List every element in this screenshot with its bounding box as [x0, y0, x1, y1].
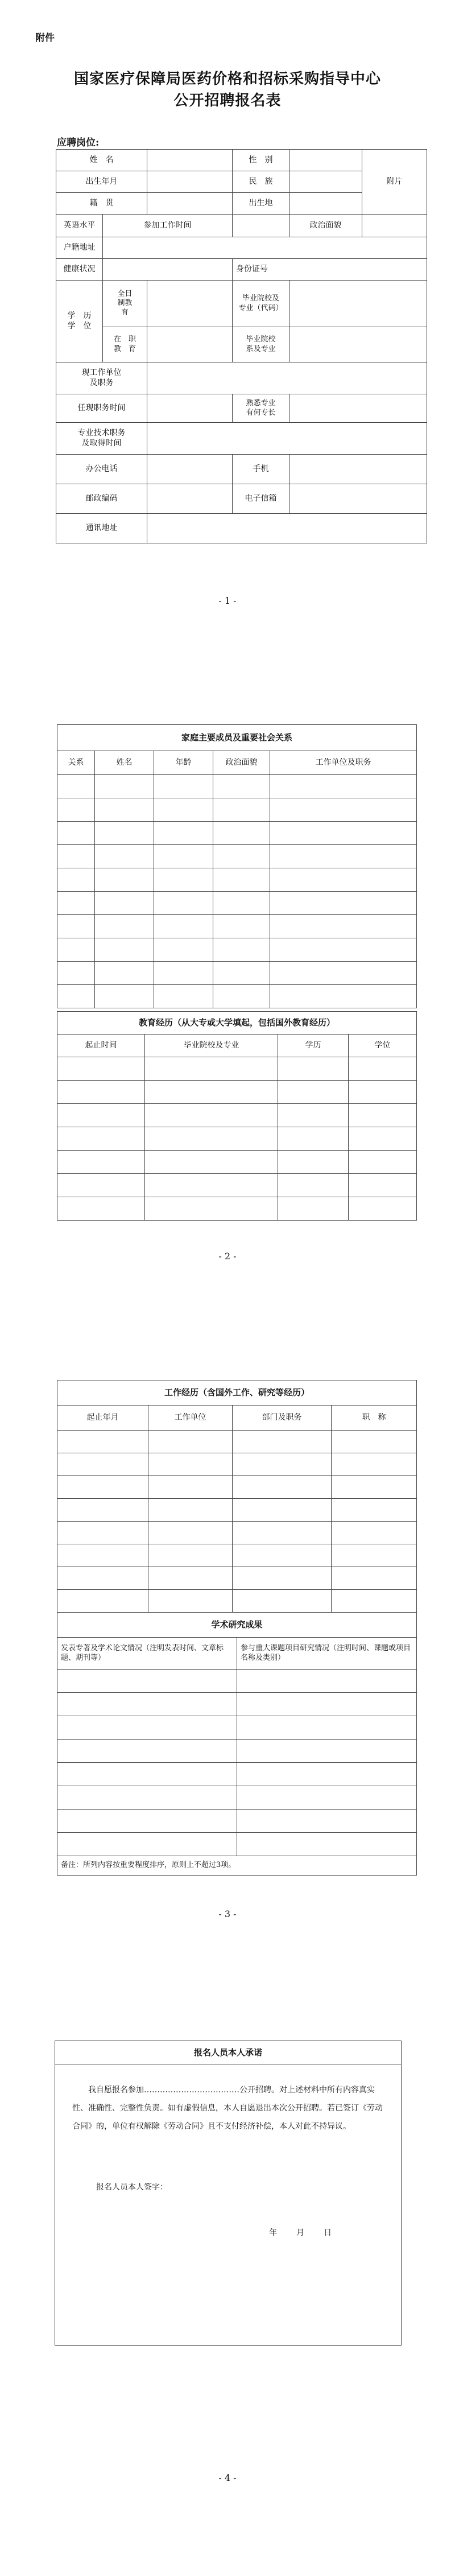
- table-cell[interactable]: [95, 962, 154, 985]
- table-cell[interactable]: [145, 1151, 278, 1174]
- table-cell[interactable]: [154, 868, 213, 892]
- table-row: [57, 1476, 417, 1499]
- table-cell[interactable]: [57, 1127, 145, 1151]
- table-cell[interactable]: [270, 962, 417, 985]
- research-table: [57, 1612, 417, 1876]
- health-label: 健康状况: [56, 259, 103, 281]
- name-field[interactable]: [147, 150, 233, 171]
- birth-label: 出生年月: [56, 171, 147, 193]
- table-cell[interactable]: [145, 1057, 278, 1081]
- id-number-label: 身份证号: [233, 259, 427, 281]
- table-cell[interactable]: [213, 845, 270, 868]
- table-row: [57, 1197, 417, 1221]
- page-subtitle: 公开招聘报名表: [173, 92, 282, 109]
- page-number-1: - 1 -: [218, 595, 237, 606]
- full-time-label: 全日 制教 育: [103, 281, 147, 327]
- research-rows: [57, 1670, 417, 1856]
- table-cell[interactable]: [95, 822, 154, 845]
- education-title: 教育经历（从大专或大学填起，包括国外教育经历）: [57, 1012, 417, 1034]
- english-level-label: 英语水平: [56, 215, 103, 237]
- table-cell[interactable]: [278, 1197, 349, 1221]
- current-unit-label: 现工作单位 及职务: [56, 362, 147, 394]
- political-status-label: 政治面貌: [289, 215, 362, 237]
- address-label: 通讯地址: [56, 514, 147, 543]
- table-cell[interactable]: [270, 798, 417, 822]
- table-cell[interactable]: [148, 1544, 233, 1567]
- table-cell[interactable]: [148, 1590, 233, 1613]
- table-cell[interactable]: [154, 962, 213, 985]
- table-cell[interactable]: [213, 915, 270, 938]
- table-cell[interactable]: [57, 962, 95, 985]
- family-header-age: 年龄: [154, 751, 213, 775]
- table-cell[interactable]: [270, 822, 417, 845]
- table-cell[interactable]: [349, 1174, 417, 1197]
- table-cell[interactable]: [148, 1522, 233, 1544]
- table-cell[interactable]: [57, 1081, 145, 1104]
- table-cell[interactable]: [148, 1453, 233, 1476]
- family-rows: [57, 775, 417, 1008]
- table-row: [57, 775, 417, 798]
- table-cell[interactable]: [332, 1453, 417, 1476]
- birth-place-label: 出生地: [233, 193, 289, 215]
- table-cell[interactable]: [154, 938, 213, 962]
- work-table: [57, 1380, 417, 1613]
- gender-label: 性 别: [233, 150, 289, 171]
- table-cell[interactable]: [57, 892, 95, 915]
- table-row: [57, 1544, 417, 1567]
- work-start-label: 参加工作时间: [103, 215, 233, 237]
- application-form-table: [56, 149, 427, 543]
- table-cell[interactable]: [332, 1499, 417, 1522]
- table-cell[interactable]: [233, 1453, 332, 1476]
- table-row: [57, 1453, 417, 1476]
- table-cell[interactable]: [349, 1127, 417, 1151]
- table-row: [57, 1740, 417, 1763]
- table-cell[interactable]: [233, 1499, 332, 1522]
- table-cell[interactable]: [57, 798, 95, 822]
- table-cell[interactable]: [57, 1151, 145, 1174]
- table-cell[interactable]: [213, 892, 270, 915]
- table-cell[interactable]: [57, 1810, 237, 1833]
- table-cell[interactable]: [270, 892, 417, 915]
- tech-title-label: 专业技术职务 及取得时间: [56, 423, 147, 455]
- table-cell[interactable]: [57, 1057, 145, 1081]
- table-cell[interactable]: [213, 798, 270, 822]
- table-cell[interactable]: [154, 845, 213, 868]
- grad-school-major-label: 毕业院校 系及专业: [233, 327, 289, 362]
- postal-code-field[interactable]: [147, 484, 233, 514]
- table-cell[interactable]: [237, 1716, 417, 1740]
- edu-header-school: 毕业院校及专业: [145, 1034, 278, 1057]
- table-cell[interactable]: [237, 1740, 417, 1763]
- table-cell[interactable]: [213, 775, 270, 798]
- table-cell[interactable]: [57, 1763, 237, 1786]
- office-phone-label: 办公电话: [56, 455, 147, 484]
- table-cell[interactable]: [57, 915, 95, 938]
- position-label: 应聘岗位:: [57, 137, 100, 149]
- table-cell[interactable]: [278, 1081, 349, 1104]
- office-phone-field[interactable]: [147, 455, 233, 484]
- family-header-unit: 工作单位及职务: [270, 751, 417, 775]
- table-row: [57, 1522, 417, 1544]
- pledge-title-bar: 报名人员本人承诺: [55, 2041, 401, 2064]
- table-cell[interactable]: [57, 1740, 237, 1763]
- table-cell[interactable]: [95, 868, 154, 892]
- family-header-name: 姓名: [95, 751, 154, 775]
- postal-code-label: 邮政编码: [56, 484, 147, 514]
- grad-school-major-field[interactable]: [289, 327, 427, 362]
- household-label: 户籍地址: [56, 237, 103, 259]
- table-cell[interactable]: [237, 1810, 417, 1833]
- political-status-field[interactable]: [362, 215, 427, 237]
- table-cell[interactable]: [57, 1670, 237, 1693]
- table-cell[interactable]: [57, 1453, 148, 1476]
- household-field[interactable]: [103, 237, 427, 259]
- table-cell[interactable]: [145, 1081, 278, 1104]
- table-cell[interactable]: [233, 1476, 332, 1499]
- table-cell[interactable]: [237, 1786, 417, 1810]
- table-cell[interactable]: [95, 845, 154, 868]
- photo-cell[interactable]: 附片: [362, 150, 427, 215]
- table-cell[interactable]: [154, 915, 213, 938]
- table-cell[interactable]: [270, 985, 417, 1008]
- research-note: 备注：所列内容按重要程度排序，原则上不超过3项。: [57, 1856, 417, 1876]
- table-cell[interactable]: [278, 1057, 349, 1081]
- table-cell[interactable]: [57, 822, 95, 845]
- grad-school-code-field[interactable]: [289, 281, 427, 327]
- table-row: [57, 1763, 417, 1786]
- table-cell[interactable]: [237, 1763, 417, 1786]
- table-cell[interactable]: [95, 915, 154, 938]
- table-row: [57, 1786, 417, 1810]
- table-row: [57, 892, 417, 915]
- email-field[interactable]: [289, 484, 427, 514]
- table-cell[interactable]: [57, 1693, 237, 1716]
- table-row: [57, 938, 417, 962]
- table-cell[interactable]: [57, 1431, 148, 1453]
- address-field[interactable]: [147, 514, 427, 543]
- table-row: [57, 1057, 417, 1081]
- table-cell[interactable]: [270, 868, 417, 892]
- table-cell[interactable]: [57, 1104, 145, 1127]
- on-job-field[interactable]: [147, 327, 233, 362]
- table-cell[interactable]: [57, 1476, 148, 1499]
- table-cell[interactable]: [154, 775, 213, 798]
- table-cell[interactable]: [332, 1476, 417, 1499]
- table-cell[interactable]: [154, 822, 213, 845]
- table-cell[interactable]: [57, 845, 95, 868]
- family-table: [57, 724, 417, 1008]
- table-row: [57, 1693, 417, 1716]
- table-row: [57, 822, 417, 845]
- edu-header-degree-level: 学历: [278, 1034, 349, 1057]
- pledge-signature-label: 报名人员本人签字：: [96, 2183, 168, 2192]
- table-cell[interactable]: [154, 798, 213, 822]
- table-cell[interactable]: [148, 1431, 233, 1453]
- work-header-period: 起止年月: [57, 1406, 148, 1431]
- table-row: [57, 1567, 417, 1590]
- table-cell[interactable]: [270, 915, 417, 938]
- pledge-body: 我自愿报名参加………………………………公开招聘。对上述材料中所有内容真实性、准确性、完整性负责。如有虚假信息，本人自愿退出本次公开招聘。若已签订《劳动合同》的，单位有权解除《劳动合同》且不支付经济补偿，本人对此不持异议。: [72, 2085, 383, 2131]
- table-row: [57, 1833, 417, 1856]
- table-cell[interactable]: [213, 868, 270, 892]
- page-title: 国家医疗保障局医药价格和招标采购指导中心: [73, 71, 381, 88]
- table-cell[interactable]: [145, 1104, 278, 1127]
- table-row: [57, 1431, 417, 1453]
- table-cell[interactable]: [270, 845, 417, 868]
- table-cell[interactable]: [95, 798, 154, 822]
- table-cell[interactable]: [57, 1544, 148, 1567]
- table-cell[interactable]: [349, 1057, 417, 1081]
- table-cell[interactable]: [154, 892, 213, 915]
- table-cell[interactable]: [213, 985, 270, 1008]
- table-cell[interactable]: [57, 938, 95, 962]
- gender-field[interactable]: [289, 150, 362, 171]
- mobile-field[interactable]: [289, 455, 427, 484]
- work-start-field[interactable]: [233, 215, 289, 237]
- table-cell[interactable]: [332, 1590, 417, 1613]
- table-cell[interactable]: [233, 1431, 332, 1453]
- table-cell[interactable]: [57, 1499, 148, 1522]
- table-cell[interactable]: [278, 1174, 349, 1197]
- table-cell[interactable]: [349, 1197, 417, 1221]
- work-header-unit: 工作单位: [148, 1406, 233, 1431]
- table-row: [57, 1104, 417, 1127]
- table-cell[interactable]: [233, 1567, 332, 1590]
- page-number-2: - 2 -: [218, 1251, 237, 1262]
- table-row: [57, 845, 417, 868]
- current-job-time-label: 任现职务时间: [56, 394, 147, 423]
- table-cell[interactable]: [213, 962, 270, 985]
- table-cell[interactable]: [332, 1522, 417, 1544]
- table-cell[interactable]: [213, 822, 270, 845]
- family-header-political: 政治面貌: [213, 751, 270, 775]
- ethnicity-field[interactable]: [289, 171, 362, 193]
- birth-field[interactable]: [147, 171, 233, 193]
- table-cell[interactable]: [270, 938, 417, 962]
- table-cell[interactable]: [95, 892, 154, 915]
- table-cell[interactable]: [148, 1499, 233, 1522]
- health-field[interactable]: [103, 259, 233, 281]
- table-cell[interactable]: [233, 1522, 332, 1544]
- email-label: 电子信箱: [233, 484, 289, 514]
- table-cell[interactable]: [57, 868, 95, 892]
- table-row: [57, 1174, 417, 1197]
- pledge-box: [55, 2041, 402, 2346]
- table-row: [57, 1127, 417, 1151]
- table-cell[interactable]: [145, 1197, 278, 1221]
- attachment-label: 附件: [35, 32, 55, 44]
- edu-header-degree: 学位: [349, 1034, 417, 1057]
- table-cell[interactable]: [349, 1151, 417, 1174]
- family-header-relation: 关系: [57, 751, 95, 775]
- work-title: 工作经历（含国外工作、研究等经历）: [57, 1380, 417, 1406]
- table-cell[interactable]: [57, 1567, 148, 1590]
- edu-header-period: 起止时间: [57, 1034, 145, 1057]
- table-cell[interactable]: [95, 775, 154, 798]
- table-cell[interactable]: [95, 985, 154, 1008]
- pledge-date: 年 月 日: [269, 2228, 337, 2237]
- table-cell[interactable]: [349, 1081, 417, 1104]
- table-cell[interactable]: [213, 938, 270, 962]
- table-cell[interactable]: [233, 1590, 332, 1613]
- table-cell[interactable]: [57, 1716, 237, 1740]
- work-header-dept: 部门及职务: [233, 1406, 332, 1431]
- table-row: [57, 962, 417, 985]
- education-rows: [57, 1057, 417, 1221]
- research-header-projects: 参与重大课题项目研究情况（注明时间、课题或项目名称及类别）: [237, 1638, 417, 1670]
- page-number-4: - 4 -: [218, 2472, 237, 2483]
- table-row: [57, 868, 417, 892]
- current-job-time-field[interactable]: [147, 394, 233, 423]
- education-table: [57, 1011, 417, 1221]
- table-cell[interactable]: [278, 1104, 349, 1127]
- table-row: [57, 915, 417, 938]
- table-cell[interactable]: [154, 985, 213, 1008]
- table-row: [57, 1151, 417, 1174]
- work-rows: [57, 1431, 417, 1613]
- research-title: 学术研究成果: [57, 1613, 417, 1638]
- table-cell[interactable]: [148, 1567, 233, 1590]
- mobile-label: 手机: [233, 455, 289, 484]
- specialty-field[interactable]: [289, 394, 427, 423]
- table-cell[interactable]: [278, 1127, 349, 1151]
- native-place-field[interactable]: [147, 193, 233, 215]
- table-cell[interactable]: [57, 1522, 148, 1544]
- on-job-label: 在 职 教 育: [103, 327, 147, 362]
- table-cell[interactable]: [148, 1476, 233, 1499]
- table-cell[interactable]: [278, 1151, 349, 1174]
- table-row: [57, 1499, 417, 1522]
- table-cell[interactable]: [57, 1833, 237, 1856]
- grad-school-code-label: 毕业院校及 专业（代码）: [233, 281, 289, 327]
- table-cell[interactable]: [57, 1174, 145, 1197]
- table-cell[interactable]: [57, 775, 95, 798]
- name-label: 姓 名: [56, 150, 147, 171]
- birth-place-field[interactable]: [289, 193, 362, 215]
- table-cell[interactable]: [237, 1670, 417, 1693]
- ethnicity-label: 民 族: [233, 171, 289, 193]
- specialty-label: 熟悉专业 有何专长: [233, 394, 289, 423]
- native-place-label: 籍 贯: [56, 193, 147, 215]
- education-label: 学 历 学 位: [56, 281, 103, 362]
- table-row: [57, 985, 417, 1008]
- table-row: [57, 1716, 417, 1740]
- table-cell[interactable]: [237, 1833, 417, 1856]
- table-cell[interactable]: [332, 1544, 417, 1567]
- tech-title-field[interactable]: [147, 423, 427, 455]
- table-cell[interactable]: [270, 775, 417, 798]
- current-unit-field[interactable]: [147, 362, 427, 394]
- table-cell[interactable]: [57, 1197, 145, 1221]
- work-header-title: 职 称: [332, 1406, 417, 1431]
- table-row: [57, 798, 417, 822]
- table-cell[interactable]: [349, 1104, 417, 1127]
- table-cell[interactable]: [145, 1174, 278, 1197]
- table-cell[interactable]: [57, 1786, 237, 1810]
- table-row: [57, 1590, 417, 1613]
- full-time-field[interactable]: [147, 281, 233, 327]
- table-cell[interactable]: [95, 938, 154, 962]
- table-row: [57, 1081, 417, 1104]
- table-cell[interactable]: [57, 1590, 148, 1613]
- research-header-papers: 发表专著及学术论文情况（注明发表时间、文章标题、期刊等）: [57, 1638, 237, 1670]
- family-title: 家庭主要成员及重要社会关系: [57, 725, 417, 751]
- table-row: [57, 1810, 417, 1833]
- table-cell[interactable]: [145, 1127, 278, 1151]
- table-cell[interactable]: [233, 1544, 332, 1567]
- table-cell[interactable]: [332, 1567, 417, 1590]
- table-row: [57, 1670, 417, 1693]
- table-cell[interactable]: [332, 1431, 417, 1453]
- table-cell[interactable]: [57, 985, 95, 1008]
- table-cell[interactable]: [237, 1693, 417, 1716]
- page-number-3: - 3 -: [218, 1909, 237, 1919]
